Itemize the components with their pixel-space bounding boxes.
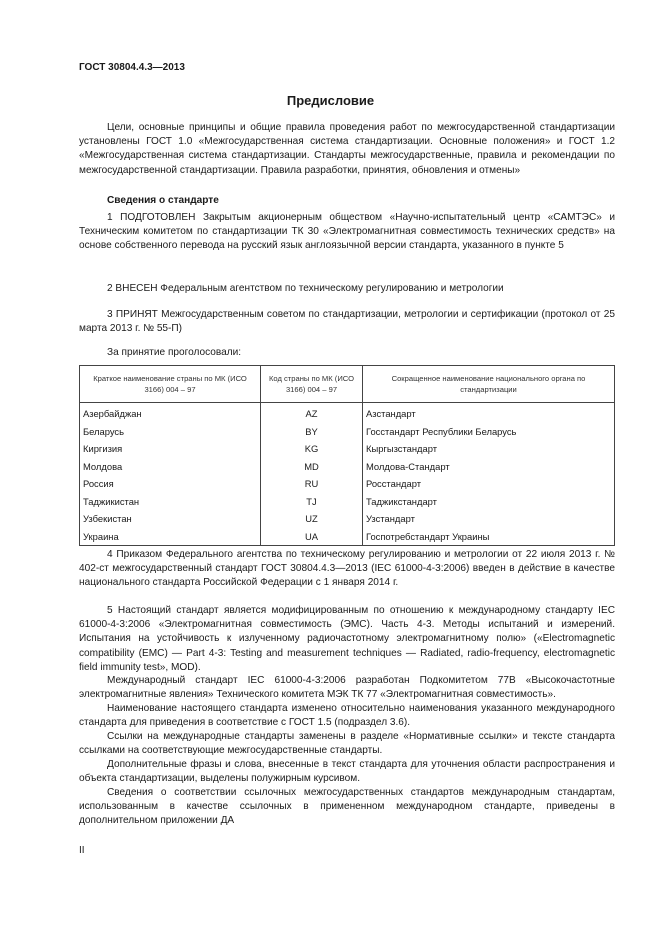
body-cell: Госстандарт Республики Беларусь xyxy=(363,423,615,441)
code-cell: UZ xyxy=(261,510,363,528)
item-3-paragraph: 3 ПРИНЯТ Межгосударственным советом по стандартизации, метрологии и сертификации (протокол от 25 марта 2013 г. № 55-П) xyxy=(79,309,615,335)
table-row xyxy=(80,510,615,528)
vote-label: За принятие проголосовали: xyxy=(107,347,242,358)
paragraph-iec-origin: Международный стандарт IEC 61000-4-3:2006 разработан Подкомитетом 77B «Высокочастотные электромагнитные явления» Технического комитета МЭК ТК 77 «Электромагнитная совместимость». xyxy=(79,675,615,701)
body-cell: Госпотребстандарт Украины xyxy=(363,528,615,546)
country-cell: Украина xyxy=(80,528,261,546)
table-row xyxy=(80,423,615,441)
page-title: Предисловие xyxy=(286,93,375,108)
code-cell: UA xyxy=(261,528,363,546)
table-row xyxy=(80,403,615,423)
intro-paragraph: Цели, основные принципы и общие правила проведения работ по межгосударственной стандартизации установлены ГОСТ 1.0 «Межгосударственная система стандартизации. Основные положения» и ГОСТ 1.2 «Межгосударственная система стандартизации. Стандарты межгосударственные, правила и рекомендации по межгосударственной стандартизации. Правила разработки, принятия, обновления и отмены» xyxy=(79,122,615,176)
body-cell: Узстандарт xyxy=(363,510,615,528)
voting-table xyxy=(79,365,615,546)
paragraph-annex-da: Сведения о соответствии ссылочных межгосударственных стандартов международным стандартам, использованным в качестве ссылочных в примененном международном стандарте, приведены в дополнительном приложении ДА xyxy=(79,787,615,827)
paragraph-name-change: Наименование настоящего стандарта изменено относительно наименования указанного международного стандарта для приведения в соответствие с ГОСТ 1.5 (подраздел 3.6). xyxy=(79,703,615,729)
country-cell: Беларусь xyxy=(80,423,261,441)
table-row xyxy=(80,440,615,458)
table-row xyxy=(80,475,615,493)
item-5-paragraph: 5 Настоящий стандарт является модифицированным по отношению к международному стандарту IEC 61000-4-3:2006 «Электромагнитная совместимость (ЭМС). Часть 4-3. Методы испытаний и измерений. Испытания на устойчивость к излученному радиочастотному электромагнитному полю» («Electromagnetic compatibility (EMC) — Part 4-3: Testing and measurement techniques — Radiated, radio-frequency, electromagnetic field immunity test», MOD). xyxy=(79,605,615,673)
page-number: II xyxy=(79,845,85,856)
section-subtitle: Сведения о стандарте xyxy=(107,195,219,206)
table-row xyxy=(80,493,615,511)
code-cell: BY xyxy=(261,423,363,441)
item-4-paragraph: 4 Приказом Федерального агентства по техническому регулированию и метрологии от 22 июля 2013 г. № 402-ст межгосударственный стандарт ГОСТ 30804.4.3—2013 (IEC 61000-4-3:2006) введен в действие в качестве национального стандарта Российской Федерации с 1 января 2014 г. xyxy=(79,549,615,589)
code-cell: TJ xyxy=(261,493,363,511)
country-cell: Узбекистан xyxy=(80,510,261,528)
code-cell: MD xyxy=(261,458,363,476)
body-cell: Молдова-Стандарт xyxy=(363,458,615,476)
country-cell: Молдова xyxy=(80,458,261,476)
country-cell: Киргизия xyxy=(80,440,261,458)
country-cell: Азербайджан xyxy=(80,403,261,423)
body-cell: Азстандарт xyxy=(363,403,615,423)
paragraph-additions: Дополнительные фразы и слова, внесенные в текст стандарта для уточнения области распространения и объекта стандартизации, выделены полужирным курсивом. xyxy=(79,759,615,785)
paragraph-references: Ссылки на международные стандарты заменены в разделе «Нормативные ссылки» и тексте стандарта ссылками на соответствующие межгосударственные стандарты. xyxy=(79,731,615,757)
item-2-paragraph: 2 ВНЕСЕН Федеральным агентством по техническому регулированию и метрологии xyxy=(107,283,504,294)
header-country-code: Код страны по МК (ИСО 3166) 004 – 97 xyxy=(261,366,363,403)
table-row xyxy=(80,528,615,546)
body-cell: Таджикстандарт xyxy=(363,493,615,511)
table-header-row xyxy=(80,366,615,403)
country-cell: Таджикистан xyxy=(80,493,261,511)
code-cell: KG xyxy=(261,440,363,458)
document-header: ГОСТ 30804.4.3—2013 xyxy=(79,62,185,73)
code-cell: AZ xyxy=(261,403,363,423)
country-cell: Россия xyxy=(80,475,261,493)
body-cell: Росстандарт xyxy=(363,475,615,493)
header-standards-body: Сокращенное наименование национального органа по стандартизации xyxy=(363,366,615,403)
body-cell: Кыргызстандарт xyxy=(363,440,615,458)
item-1-paragraph: 1 ПОДГОТОВЛЕН Закрытым акционерным обществом «Научно-испытательный центр «САМТЭС» и Техническим комитетом по стандартизации ТК 30 «Электромагнитная совместимость технических средств» на основе собственного перевода на русский язык англоязычной версии стандарта, указанного в пункте 5 xyxy=(79,212,615,252)
header-country-name: Краткое наименование страны по МК (ИСО 3166) 004 – 97 xyxy=(80,366,261,403)
table-row xyxy=(80,458,615,476)
code-cell: RU xyxy=(261,475,363,493)
